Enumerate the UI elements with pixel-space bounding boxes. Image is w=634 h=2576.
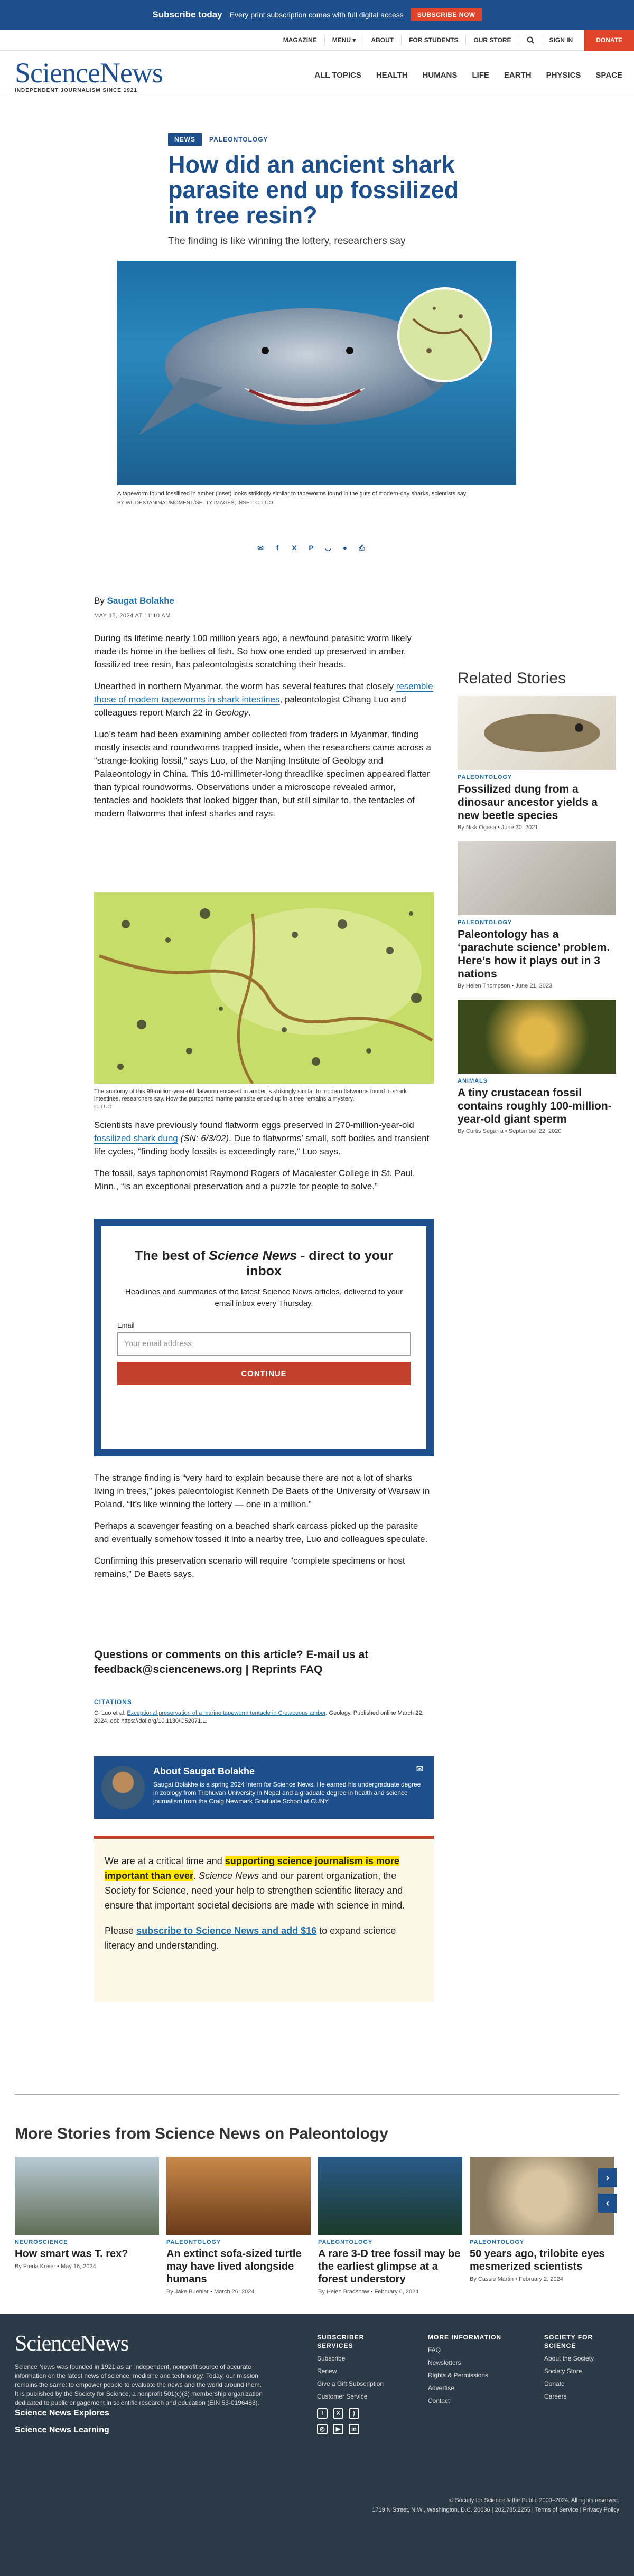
more-stories: [15, 2125, 619, 2295]
x-share-icon[interactable]: X: [292, 543, 297, 552]
sign-in-link[interactable]: SIGN IN: [542, 35, 581, 45]
address-links[interactable]: 1719 N Street, N.W., Washington, D.C. 20036 | 202.785.2255 | Terms of Service | Privacy Policy: [372, 2507, 619, 2513]
footer-link[interactable]: Newsletters: [428, 2359, 461, 2366]
utility-nav: [0, 30, 634, 51]
copyright: © Society for Science & the Public 2000–2024. All rights reserved.: [449, 2497, 619, 2504]
related-item[interactable]: [458, 841, 616, 989]
story-image: [318, 2157, 462, 2235]
footer-link[interactable]: Society Store: [544, 2367, 582, 2375]
footer-col-society: [544, 2333, 618, 2403]
amber-fossil-image: [94, 892, 434, 1084]
continue-button[interactable]: CONTINUE: [117, 1362, 411, 1385]
article-body-top: [94, 632, 434, 829]
appeal-paragraph: [105, 1923, 423, 1953]
citation-entry: [94, 1709, 432, 1725]
footer-link[interactable]: Rights & Permissions: [428, 2372, 489, 2379]
logo-name: ScienceNews: [15, 57, 163, 89]
footer-legal: [302, 2496, 619, 2515]
util-menu[interactable]: MENU ▾: [324, 35, 363, 45]
related-item[interactable]: [458, 1000, 616, 1134]
story-byline: By Cassie Martin • February 2, 2024: [470, 2276, 563, 2282]
story-byline: By Freda Kreier • May 16, 2024: [15, 2263, 96, 2270]
paragraph: The fossil, says taphonomist Raymond Rogers of Macalester College in St. Paul, Minn., “is an exceptional preservation and a puzzle for people to solve.”: [94, 1168, 415, 1191]
citations: [94, 1698, 432, 1725]
footer-link[interactable]: Give a Gift Subscription: [317, 2380, 384, 2387]
subscribe-link[interactable]: subscribe to Science News and add $16: [136, 1925, 317, 1936]
footer-description: Science News was founded in 1921 as an independent, nonprofit source of accurate information on the latest news of science, medicine and technology. Today, our mission remains the same: to empower people to evaluate the news and the world around them. It is published by the Society for Science, a nonprofit 501(c)(3) membership organization dedicated to public engagement in scientific research and education (EIN 53-0196483).: [15, 2363, 263, 2406]
footer-link[interactable]: Donate: [544, 2380, 565, 2387]
footer-link[interactable]: Advertise: [428, 2384, 455, 2392]
journal-name: Geology: [215, 708, 249, 718]
print-icon[interactable]: ⎙: [359, 543, 365, 552]
author-link[interactable]: Saugat Bolakhe: [107, 596, 175, 606]
next-arrow-icon[interactable]: ›: [598, 2168, 617, 2187]
related-heading: Related Stories: [458, 670, 566, 687]
logo-tagline: INDEPENDENT JOURNALISM SINCE 1921: [15, 88, 137, 93]
paragraph: [94, 1118, 434, 1158]
story-card[interactable]: [470, 2157, 614, 2295]
promo-title: Subscribe today: [152, 10, 222, 20]
hero-caption-text: A tapeworm found fossilized in amber (inset) looks strikingly similar to tapeworms found in the guts of modern-day sharks, scientists say.: [117, 491, 468, 497]
related-category[interactable]: ANIMALS: [458, 1078, 488, 1084]
social-links: [317, 2424, 402, 2434]
promo-text: Every print subscription comes with full digital access: [229, 11, 404, 19]
linkedin-icon[interactable]: in: [349, 2424, 359, 2434]
citation-link[interactable]: Exceptional preservation of a marine tapeworm tentacle in Cretaceous amber: [127, 1710, 326, 1716]
nav-earth[interactable]: EARTH: [504, 71, 532, 80]
related-title[interactable]: A tiny crustacean fossil contains roughly 100-million-year-old giant sperm: [458, 1087, 612, 1125]
text: , paleontologist Cihang Luo and colleagues report March 22 in: [94, 694, 406, 718]
email-label: Email: [117, 1321, 135, 1329]
article-dek: The finding is like winning the lottery, researchers say: [168, 236, 406, 247]
social-links: [317, 2408, 402, 2419]
author-bio: Saugat Bolakhe is a spring 2024 intern for Science News. He earned his undergraduate degree in zoology from Tribhuvan University in Nepal and a graduate degree in health and science journalism from the Craig Newmark Graduate School at CUNY.: [153, 1781, 421, 1805]
paragraph: [94, 680, 434, 719]
text: to expand science literacy and understanding.: [105, 1925, 396, 1951]
related-byline: By Nikk Ogasa • June 30, 2021: [458, 824, 538, 831]
highlight-text: supporting science journalism is more important than ever: [105, 1856, 399, 1881]
footer-col-more-info: [428, 2333, 512, 2407]
inline-link[interactable]: fossilized shark dung: [94, 1133, 178, 1143]
text: The best of: [134, 1248, 209, 1263]
donate-button[interactable]: DONATE: [584, 30, 634, 51]
text: . Geology. Published online March 22, 2024. doi: https://doi.org/10.1130/G52071.1.: [94, 1710, 424, 1724]
text: We are at a critical time and: [105, 1856, 222, 1866]
story-category[interactable]: PALEONTOLOGY: [166, 2239, 221, 2245]
x-icon[interactable]: X: [333, 2408, 343, 2419]
pinterest-share-icon[interactable]: P: [309, 543, 314, 552]
util-about[interactable]: ABOUT: [363, 35, 401, 45]
newsletter-title: [117, 1248, 411, 1279]
footer-link[interactable]: Customer Service: [317, 2393, 368, 2400]
text: Science News: [209, 1248, 297, 1263]
nav-life[interactable]: LIFE: [472, 71, 489, 80]
figure-credit: C. LUO: [94, 1104, 112, 1110]
related-image: [458, 696, 616, 770]
feedback-note[interactable]: Questions or comments on this article? E-mail us at feedback@sciencenews.org | Reprints FAQ: [94, 1649, 369, 1676]
facebook-share-icon[interactable]: f: [276, 543, 279, 552]
footer-col-subscriber: [317, 2333, 402, 2434]
story-category[interactable]: PALEONTOLOGY: [318, 2239, 373, 2245]
hero-image: [117, 261, 516, 485]
youtube-icon[interactable]: ▶: [333, 2424, 343, 2434]
email-share-icon[interactable]: ✉: [257, 543, 264, 552]
inline-link[interactable]: resemble those of modern tapeworms in shark intestines: [94, 681, 433, 704]
footer-link[interactable]: FAQ: [428, 2346, 441, 2354]
footer-link[interactable]: Renew: [317, 2367, 337, 2375]
nav-health[interactable]: HEALTH: [376, 71, 408, 80]
text: Scientists have previously found flatworm eggs preserved in 270-million-year-old: [94, 1120, 414, 1130]
promo-bar: [0, 0, 634, 30]
appeal-paragraph: [105, 1854, 423, 1913]
util-for-students[interactable]: FOR STUDENTS: [401, 35, 465, 45]
figure-caption: [94, 1088, 432, 1111]
author-box: [94, 1756, 434, 1819]
story-card[interactable]: [166, 2157, 311, 2295]
related-category[interactable]: PALEONTOLOGY: [458, 774, 512, 781]
reddit-share-icon[interactable]: ●: [342, 543, 348, 552]
nav-all-topics[interactable]: ALL TOPICS: [314, 71, 361, 80]
related-byline: By Curtis Segarra • September 22, 2020: [458, 1128, 562, 1134]
story-byline: By Jake Buehler • March 26, 2024: [166, 2289, 255, 2295]
footer-link[interactable]: Subscribe: [317, 2355, 346, 2362]
story-category[interactable]: NEUROSCIENCE: [15, 2239, 68, 2245]
footer-logo[interactable]: ScienceNews: [15, 2331, 129, 2356]
paragraph: During its lifetime nearly 100 million years ago, a newfound parasitic worm likely made its home in the bellies of fish. So how one ended up preserved in amber, fossilized tree resin, has paleontologists scratching their heads.: [94, 633, 412, 670]
footer-link[interactable]: About the Society: [544, 2355, 594, 2362]
masthead: [0, 51, 634, 97]
footer-col-heading: MORE INFORMATION: [428, 2334, 502, 2341]
main-nav: [314, 71, 622, 80]
footer-col-heading: SOCIETY FOR SCIENCE: [544, 2334, 593, 2349]
text: Please: [105, 1925, 134, 1936]
story-title[interactable]: How smart was T. rex?: [15, 2248, 128, 2260]
util-our-store[interactable]: OUR STORE: [465, 35, 518, 45]
publish-date: MAY 15, 2024 AT 11:10 AM: [94, 613, 171, 619]
nav-physics[interactable]: PHYSICS: [546, 71, 581, 80]
paragraph: The strange finding is “very hard to explain because there are not a lot of sharks living in trees,” jokes paleontologist Kenneth De Baets of the University of Warsaw in Poland. “It’s like winning the lottery — one in a million.”: [94, 1473, 430, 1509]
story-image: [470, 2157, 614, 2235]
story-title[interactable]: A rare 3-D tree fossil may be the earliest glimpse at a forest understory: [318, 2248, 461, 2285]
story-image: [166, 2157, 311, 2235]
related-item[interactable]: [458, 696, 616, 831]
facebook-icon[interactable]: f: [317, 2408, 328, 2419]
footer: [0, 2314, 634, 2576]
text: Science News: [199, 1870, 259, 1881]
related-stories: [458, 670, 616, 1145]
learning-link[interactable]: Science News Learning: [15, 2425, 109, 2434]
text: . Due to flatworms’ small, soft bodies and transient life cycles, “finding body fossils is exceedingly rare,” Luo says.: [94, 1133, 430, 1157]
newsletter-subtitle: Headlines and summaries of the latest Science News articles, delivered to your email inbox every Thursday.: [125, 1287, 403, 1308]
citations-heading: CITATIONS: [94, 1698, 132, 1706]
text: .: [193, 1870, 197, 1881]
author-avatar: [101, 1766, 145, 1809]
text: Unearthed in northern Myanmar, the worm has several features that closely: [94, 681, 394, 691]
text: and our parent organization, the Society for Science, need your help to strengthen scientific literacy and ensure that important societal decisions are made with science in mind.: [105, 1870, 405, 1911]
more-heading: More Stories from Science News on Paleontology: [15, 2125, 388, 2142]
hero-credit: BY WILDESTANIMAL/MOMENT/GETTY IMAGES; INSET: C. LUO: [117, 500, 273, 506]
site-logo[interactable]: [15, 58, 163, 93]
explores-link[interactable]: Science News Explores: [15, 2409, 109, 2418]
donation-appeal: [94, 1836, 434, 2002]
news-label[interactable]: NEWS: [168, 133, 202, 146]
email-field[interactable]: Your email address: [117, 1332, 411, 1356]
instagram-icon[interactable]: ◎: [317, 2424, 328, 2434]
footer-link[interactable]: Careers: [544, 2393, 567, 2400]
figure-caption-text: The anatomy of this 99-million-year-old flatworm encased in amber is strikingly similar to modern flatworms found in shark intestines, researchers say. How the purported marine parasite ended up in a tree remains a mystery.: [94, 1088, 407, 1102]
text: .: [248, 708, 251, 718]
share-bar: [256, 543, 367, 552]
carousel-controls: [598, 2168, 617, 2213]
story-card[interactable]: [15, 2157, 159, 2295]
util-magazine[interactable]: MAGAZINE: [283, 36, 317, 44]
paragraph: Perhaps a scavenger feasting on a beached shark carcass picked up the parasite and eventually somehow tossed it into a nearby tree, Luo and colleagues speculate.: [94, 1521, 428, 1544]
hero-caption: [117, 490, 508, 507]
text: - direct to your inbox: [246, 1248, 394, 1278]
footer-link[interactable]: Contact: [428, 2397, 450, 2404]
topic-label[interactable]: PALEONTOLOGY: [209, 136, 268, 143]
article-body-end: [94, 1471, 434, 1589]
related-image: [458, 1000, 616, 1074]
citation-ref: (SN: 6/3/02): [180, 1133, 229, 1143]
article-body-mid: [94, 1118, 434, 1201]
nav-humans[interactable]: HUMANS: [422, 71, 458, 80]
story-title[interactable]: An extinct sofa-sized turtle may have lived alongside humans: [166, 2248, 302, 2285]
email-icon[interactable]: ✉: [416, 1765, 423, 1774]
paragraph: Luo’s team had been examining amber collected from traders in Myanmar, finding mostly insects and roundworms trapped inside, when the researchers came across a “strange-looking fossil,” says Luo, of the Nanjing Institute of Geology and Palaeontology in China. This 10-millimeter-long threadlike specimen appeared flatter than typical roundworms. Observations under a microscope revealed armor, tentacles and hooklets that looked bigger than, but still similar to, the tentacles of modern flatworms that infest sharks and rays.: [94, 729, 431, 819]
related-category[interactable]: PALEONTOLOGY: [458, 919, 512, 926]
newsletter-signup: [94, 1219, 434, 1456]
article-title: How did an ancient shark parasite end up fossilized in tree resin?: [168, 151, 459, 229]
related-title[interactable]: Fossilized dung from a dinosaur ancestor yields a new beetle species: [458, 783, 598, 822]
related-title[interactable]: Paleontology has a ‘parachute science’ problem. Here’s how it plays out in 3 nations: [458, 928, 610, 980]
pocket-share-icon[interactable]: ◡: [324, 543, 332, 552]
text: C. Luo et al.: [94, 1710, 126, 1716]
story-category[interactable]: PALEONTOLOGY: [470, 2239, 525, 2245]
related-image: [458, 841, 616, 915]
story-title[interactable]: 50 years ago, trilobite eyes mesmerized scientists: [470, 2248, 605, 2272]
prev-arrow-icon[interactable]: ‹: [598, 2194, 617, 2213]
divider: [15, 2094, 619, 2095]
related-byline: By Helen Thompson • June 21, 2023: [458, 983, 553, 989]
footer-sister-sites: [15, 2405, 109, 2439]
rss-icon[interactable]: ): [349, 2408, 359, 2419]
subscribe-now-button[interactable]: SUBSCRIBE NOW: [411, 8, 482, 21]
byline-prefix: By: [94, 596, 105, 606]
paragraph: Confirming this preservation scenario will require “complete specimens or host remains,” De Baets says.: [94, 1556, 405, 1579]
story-card[interactable]: [318, 2157, 462, 2295]
nav-space[interactable]: SPACE: [595, 71, 622, 80]
search-icon[interactable]: [519, 35, 542, 45]
byline: [94, 596, 174, 606]
author-box-title: About Saugat Bolakhe: [153, 1766, 255, 1776]
article-header: [168, 133, 464, 247]
story-byline: By Helen Bradshaw • February 6, 2024: [318, 2289, 419, 2295]
story-image: [15, 2157, 159, 2235]
footer-col-heading: SUBSCRIBER SERVICES: [317, 2334, 365, 2349]
